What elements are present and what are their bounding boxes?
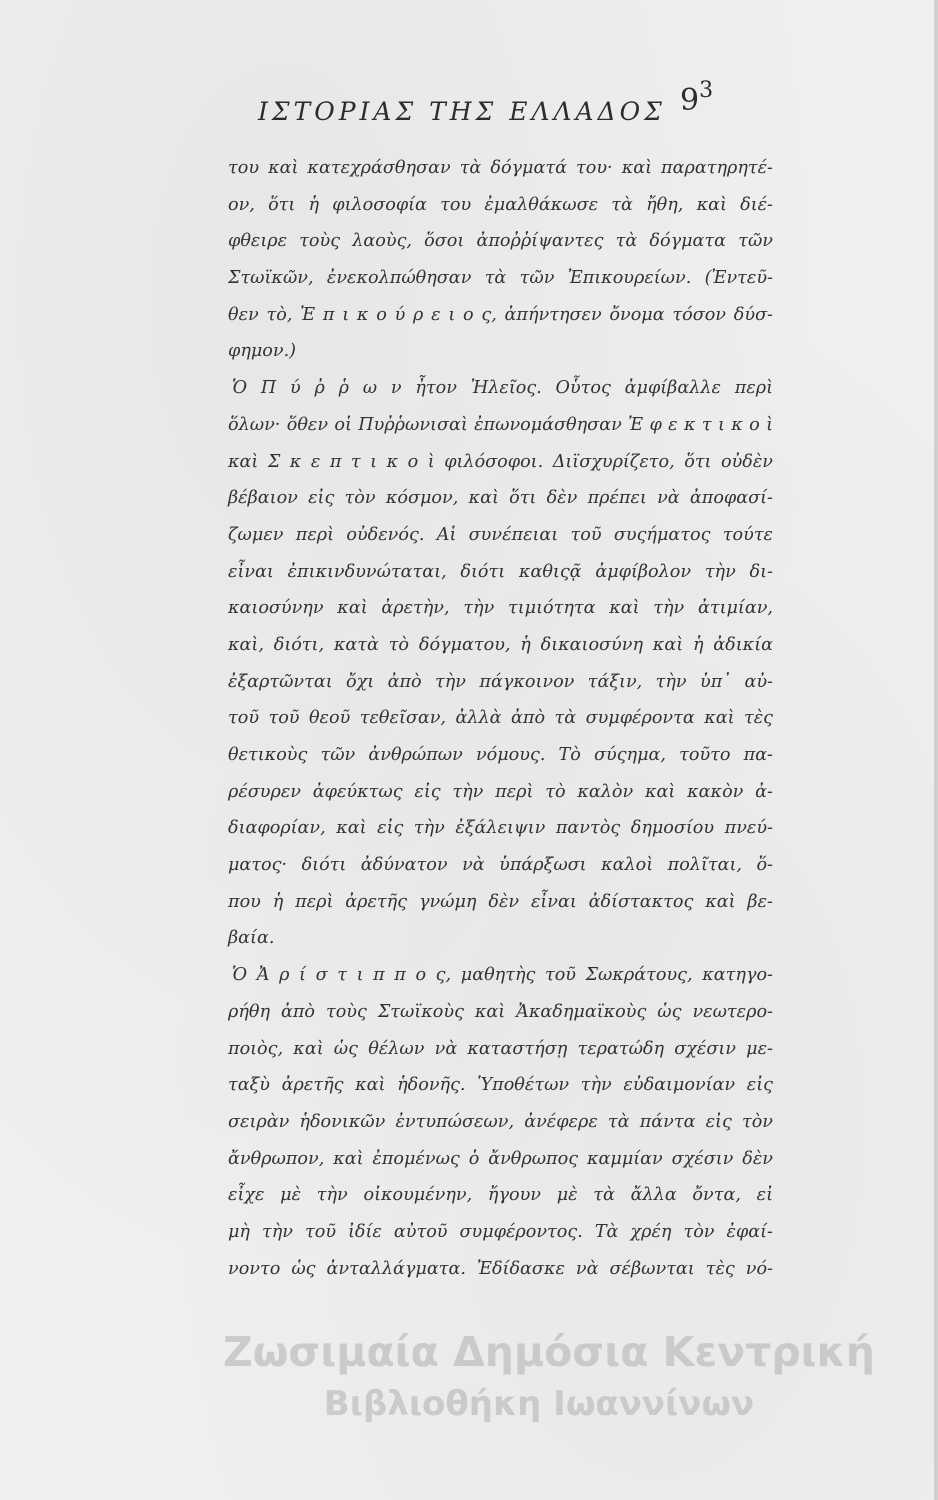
- text-line: βέβαιον εἰς τὸν κόσμον, καὶ ὅτι δὲν πρέπει νὰ ἀποφασί-: [228, 488, 773, 509]
- text-line: του καὶ κατεχράσθησαν τὰ δόγματά του· καὶ παρατηρητέ-: [228, 158, 773, 178]
- text-line: ζωμεν περὶ οὐδενός. Αἱ συνέπειαι τοῦ συςήματος τούτε: [228, 524, 773, 545]
- text-line: βαία.: [228, 928, 275, 949]
- text-line: μὴ τὴν τοῦ ἰδίε αὐτοῦ συμφέροντος. Τὰ χρέη τὸν ἐφαί-: [228, 1221, 773, 1242]
- text-line: ὅλων· ὅθεν οἱ Πυῤῥωνισαὶ ἐπωνομάσθησαν Ἐ φ ε κ τ ι κ ο ὶ: [228, 414, 773, 435]
- text-line: τοῦ τοῦ θεοῦ τεθεῖσαν, ἀλλὰ ἀπὸ τὰ συμφέροντα καὶ τὲς: [228, 708, 773, 729]
- running-title: ΙΣΤΟΡΙΑΣ ΤΗΣ ΕΛΛΑΔΟΣ: [258, 97, 666, 126]
- text-line: φημον.): [228, 341, 297, 362]
- text-line: ποιὸς, καὶ ὡς θέλων νὰ καταστήσῃ τερατώδη σχέσιν με-: [228, 1038, 773, 1059]
- text-line: ρέσυρεν ἀφεύκτως εἰς τὴν περὶ τὸ καλὸν καὶ κακὸν ἀ-: [228, 781, 773, 802]
- text-line: σειρὰν ἡδονικῶν ἐντυπώσεων, ἀνέφερε τὰ πάντα εἰς τὸν: [228, 1111, 773, 1132]
- text-line: Ὁ Π ύ ῤ ῥ ω ν ἦτον Ἠλεῖος. Οὗτος ἀμφίβαλλε περὶ: [232, 378, 773, 399]
- text-line: διαφορίαν, καὶ εἰς τὴν ἐξάλειψιν παντὸς δημοσίου πνεύ-: [228, 818, 773, 839]
- text-line: Στωϊκῶν, ἐνεκολπώθησαν τὰ τῶν Ἐπικουρείων. (Ἐντεῦ-: [228, 268, 773, 289]
- text-line: καιοσύνην καὶ ἀρετὴν, τὴν τιμιότητα καὶ τὴν ἀτιμίαν,: [228, 598, 773, 619]
- text-line: θεν τὸ, Ἐ π ι κ ο ύ ρ ε ι ο ς, ἀπήντησεν ὄνομα τόσον δύσ-: [228, 304, 773, 325]
- text-line: εἶχε μὲ τὴν οἰκουμένην, ἤγουν μὲ τὰ ἄλλα ὄντα, εἰ: [228, 1185, 773, 1206]
- library-watermark-line-1: Ζωσιμαία Δημόσια Κεντρική: [223, 1328, 875, 1376]
- library-watermark-line-2: Βιβλιοθήκη Ιωαννίνων: [323, 1384, 755, 1424]
- text-line: φθειρε τοὺς λαοὺς, ὅσοι ἀποῤῥίψαντες τὰ δόγματα τῶν: [228, 231, 773, 252]
- text-line: Ὁ Ἀ ρ ί σ τ ι π π ο ς, μαθητὴς τοῦ Σωκράτους, κατηγο-: [232, 965, 773, 986]
- text-line: εἶναι ἐπικινδυνώταται, διότι καθιςᾷ ἀμφίβολον τὴν δι-: [228, 561, 773, 582]
- text-line: ταξὺ ἀρετῆς καὶ ἡδονῆς. Ὑποθέτων τὴν εὐδαιμονίαν εἰς: [228, 1075, 773, 1096]
- page-number-main: 9: [680, 83, 700, 118]
- text-line: νοντο ὡς ἀνταλλάγματα. Ἐδίδασκε νὰ σέβωνται τὲς νό-: [228, 1258, 773, 1279]
- text-line: καὶ Σ κ ε π τ ι κ ο ὶ φιλόσοφοι. Διϊσχυρίζετο, ὅτι οὐδὲν: [228, 451, 773, 472]
- text-line: ἄνθρωπον, καὶ ἐπομένως ὁ ἄνθρωπος καμμίαν σχέσιν δὲν: [228, 1148, 773, 1169]
- text-line: θετικοὺς τῶν ἀνθρώπων νόμους. Τὸ σύςημα, τοῦτο πα-: [228, 745, 773, 765]
- page-number-superscript: 3: [699, 78, 714, 103]
- text-line: ἐξαρτῶνται ὄχι ἀπὸ τὴν πάγκοινον τάξιν, τὴν ὑπ᾽ αὐ-: [228, 671, 773, 692]
- page-number: [680, 78, 714, 118]
- text-line: που ἡ περὶ ἀρετῆς γνώμη δὲν εἶναι ἀδίστακτος καὶ βε-: [228, 891, 773, 912]
- body-text: [228, 150, 773, 1287]
- text-line: ματος· διότι ἀδύνατον νὰ ὑπάρξωσι καλοὶ πολῖται, ὅ-: [228, 855, 773, 876]
- text-line: ον, ὅτι ἡ φιλοσοφία του ἐμαλθάκωσε τὰ ἤθη, καὶ διέ-: [228, 194, 773, 215]
- text-line: καὶ, διότι, κατὰ τὸ δόγματου, ἡ δικαιοσύνη καὶ ἡ ἀδικία: [228, 634, 773, 655]
- text-line: ρήθη ἀπὸ τοὺς Στωϊκοὺς καὶ Ἀκαδημαϊκοὺς ὡς νεωτερο-: [228, 1001, 773, 1022]
